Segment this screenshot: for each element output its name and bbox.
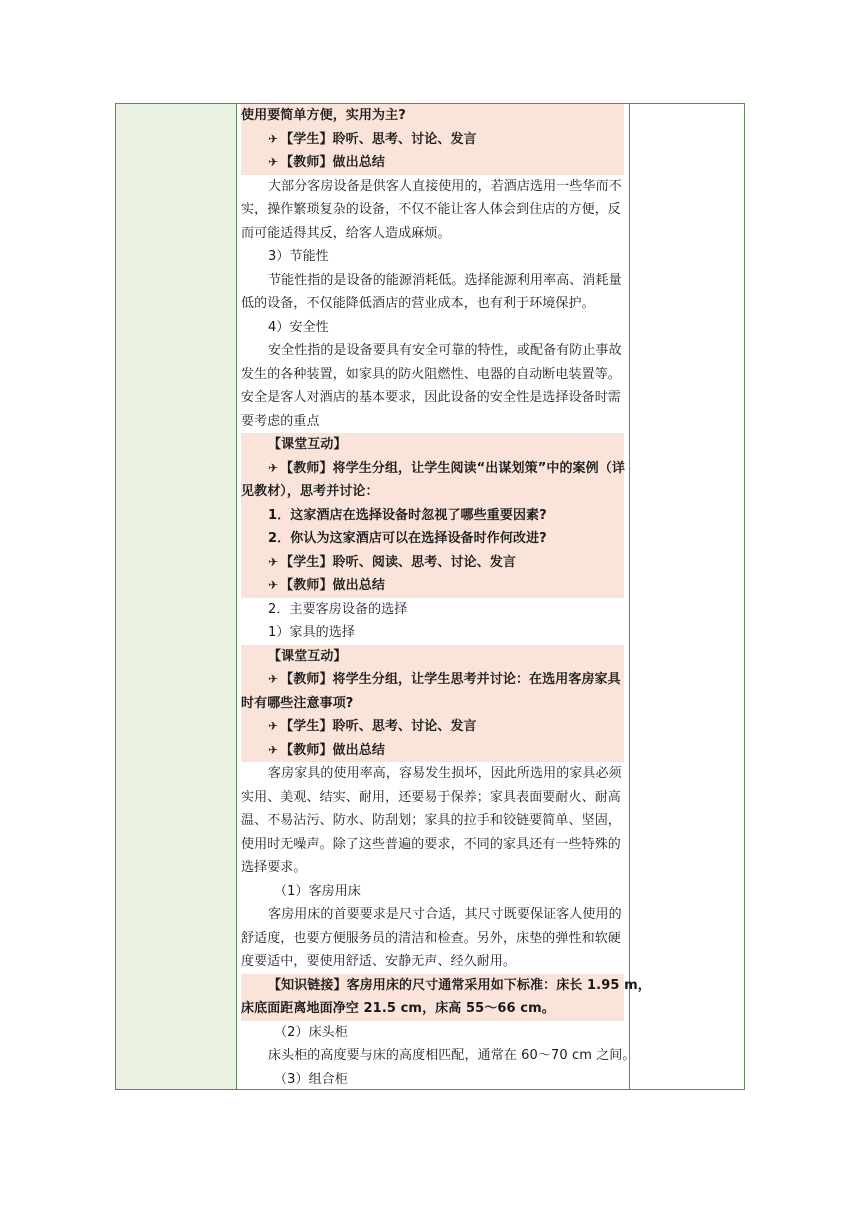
line-text: 【学生】聆听、思考、讨论、发言 (280, 131, 477, 147)
text-line (241, 292, 624, 316)
text-line (241, 198, 624, 222)
line-text: 节能性指的是设备的能源消耗低。选择能源利用率高、消耗量 (268, 272, 622, 288)
text-line (241, 363, 624, 387)
text-line (241, 574, 624, 598)
line-text: 1．这家酒店在选择设备时忽视了哪些重要因素? (268, 507, 547, 523)
line-text: 2．主要客房设备的选择 (268, 601, 408, 617)
airplane-icon: ✈ (268, 742, 279, 757)
line-text: 客房用床的首要要求是尺寸合适，其尺寸既要保证客人使用的 (268, 907, 622, 922)
text-line (241, 880, 624, 904)
line-text: 1）家具的选择 (268, 625, 355, 640)
line-text: 【教师】将学生分组，让学生阅读“出谋划策”中的案例（详 (280, 460, 625, 476)
text-line (241, 598, 624, 622)
line-text: 3）节能性 (268, 249, 329, 264)
line-text: 实用、美观、结实、耐用，还要易于保养；家具表面要耐火、耐高 (241, 789, 621, 805)
airplane-icon: ✈ (268, 719, 279, 733)
line-text: 使用时无噪声。除了这些普遍的要求，不同的家具还有一些特殊的 (241, 836, 621, 852)
line-text: 【教师】做出总结 (280, 742, 385, 758)
text-line (241, 480, 624, 504)
line-text: 【教师】做出总结 (280, 578, 385, 593)
line-text: 而可能适得其反，给客人造成麻烦。 (241, 225, 451, 241)
text-line (241, 786, 624, 810)
airplane-icon: ✈ (268, 460, 279, 475)
line-text: 安全性指的是设备要具有安全可靠的特性，或配备有防止事故 (268, 343, 622, 358)
line-text: 见教材），思考并讨论： (241, 484, 379, 499)
text-line (241, 245, 624, 269)
text-line (241, 269, 624, 293)
line-text: 【课堂互动】 (268, 437, 347, 452)
line-text: 【学生】聆听、思考、讨论、发言 (280, 719, 477, 734)
line-text: 要考虑的重点 (241, 413, 320, 429)
text-line (241, 950, 624, 974)
line-text: 4）安全性 (268, 319, 329, 335)
text-line (241, 339, 624, 363)
line-text: （1）客房用床 (274, 883, 361, 899)
airplane-icon: ✈ (268, 155, 279, 169)
line-text: （3）组合柜 (274, 1071, 348, 1087)
text-line (241, 762, 624, 786)
line-text: 大部分客房设备是供客人直接使用的，若酒店选用一些华而不 (268, 178, 622, 194)
line-text: 低的设备，不仅能降低酒店的营业成本，也有利于环境保护。 (241, 296, 595, 311)
text-line (241, 457, 624, 481)
text-line (241, 175, 624, 199)
text-line (241, 997, 624, 1021)
line-text: 【知识链接】客房用床的尺寸通常采用如下标准：床长 1.95 m， (268, 977, 651, 993)
text-line (241, 692, 624, 716)
airplane-icon: ✈ (268, 672, 279, 686)
column-divider-right (629, 104, 630, 1089)
left-column (116, 104, 236, 1089)
text-line (241, 927, 624, 951)
text-line (241, 1068, 624, 1092)
line-text: 选择要求。 (241, 860, 307, 875)
text-line (241, 527, 624, 551)
text-line (241, 316, 624, 340)
line-text: 2．你认为这家酒店可以在选择设备时作何改进? (268, 531, 547, 546)
line-text: 床头柜的高度要与床的高度相匹配，通常在 60～70 cm 之间。 (268, 1048, 636, 1063)
airplane-icon: ✈ (268, 554, 279, 569)
column-divider-left (236, 104, 237, 1089)
line-text: 时有哪些注意事项? (241, 695, 354, 711)
text-line (241, 621, 624, 645)
line-text: 度要适中，要使用舒适、安静无声、经久耐用。 (241, 954, 517, 969)
line-text: 安全是客人对酒店的基本要求，因此设备的安全性是选择设备时需 (241, 390, 621, 405)
text-line (241, 151, 624, 175)
line-text: 客房家具的使用率高，容易发生损坏，因此所选用的家具必须 (268, 766, 622, 781)
line-text: 【教师】将学生分组，让学生思考并讨论：在选用客房家具 (280, 672, 621, 687)
line-text: （2）床头柜 (274, 1024, 348, 1040)
text-line (241, 903, 624, 927)
text-line (241, 433, 624, 457)
line-text: 舒适度，也要方便服务员的清洁和检查。另外，床垫的弹性和软硬 (241, 930, 621, 946)
lesson-content (241, 104, 651, 1091)
text-line (241, 856, 624, 880)
text-line (241, 739, 624, 763)
airplane-icon: ✈ (268, 578, 279, 592)
airplane-icon: ✈ (268, 131, 279, 146)
text-line (241, 833, 624, 857)
line-text: 床底面距离地面净空 21.5 cm，床高 55～66 cm。 (241, 1001, 555, 1016)
text-line (241, 809, 624, 833)
line-text: 实，操作繁琐复杂的设备，不仅不能让客人体会到住店的方便，反 (241, 202, 621, 217)
text-line (241, 715, 624, 739)
line-text: 发生的各种装置，如家具的防火阻燃性、电器的自动断电装置等。 (241, 366, 621, 382)
text-line (241, 974, 651, 998)
line-text: 使用要简单方便，实用为主? (241, 108, 406, 123)
text-line (241, 386, 624, 410)
text-line (241, 1021, 624, 1045)
text-line (241, 222, 624, 246)
line-text: 温、不易沾污、防水、防刮划；家具的拉手和铰链要简单、坚固， (241, 813, 621, 828)
text-line (241, 645, 624, 669)
text-line (241, 410, 624, 434)
text-line (241, 551, 624, 575)
text-line (241, 1044, 636, 1068)
text-line (241, 104, 624, 128)
line-text: 【课堂互动】 (268, 648, 347, 664)
text-line (241, 668, 624, 692)
text-line (241, 128, 624, 152)
line-text: 【教师】做出总结 (280, 155, 385, 170)
text-line (241, 504, 624, 528)
line-text: 【学生】聆听、阅读、思考、讨论、发言 (280, 554, 516, 570)
